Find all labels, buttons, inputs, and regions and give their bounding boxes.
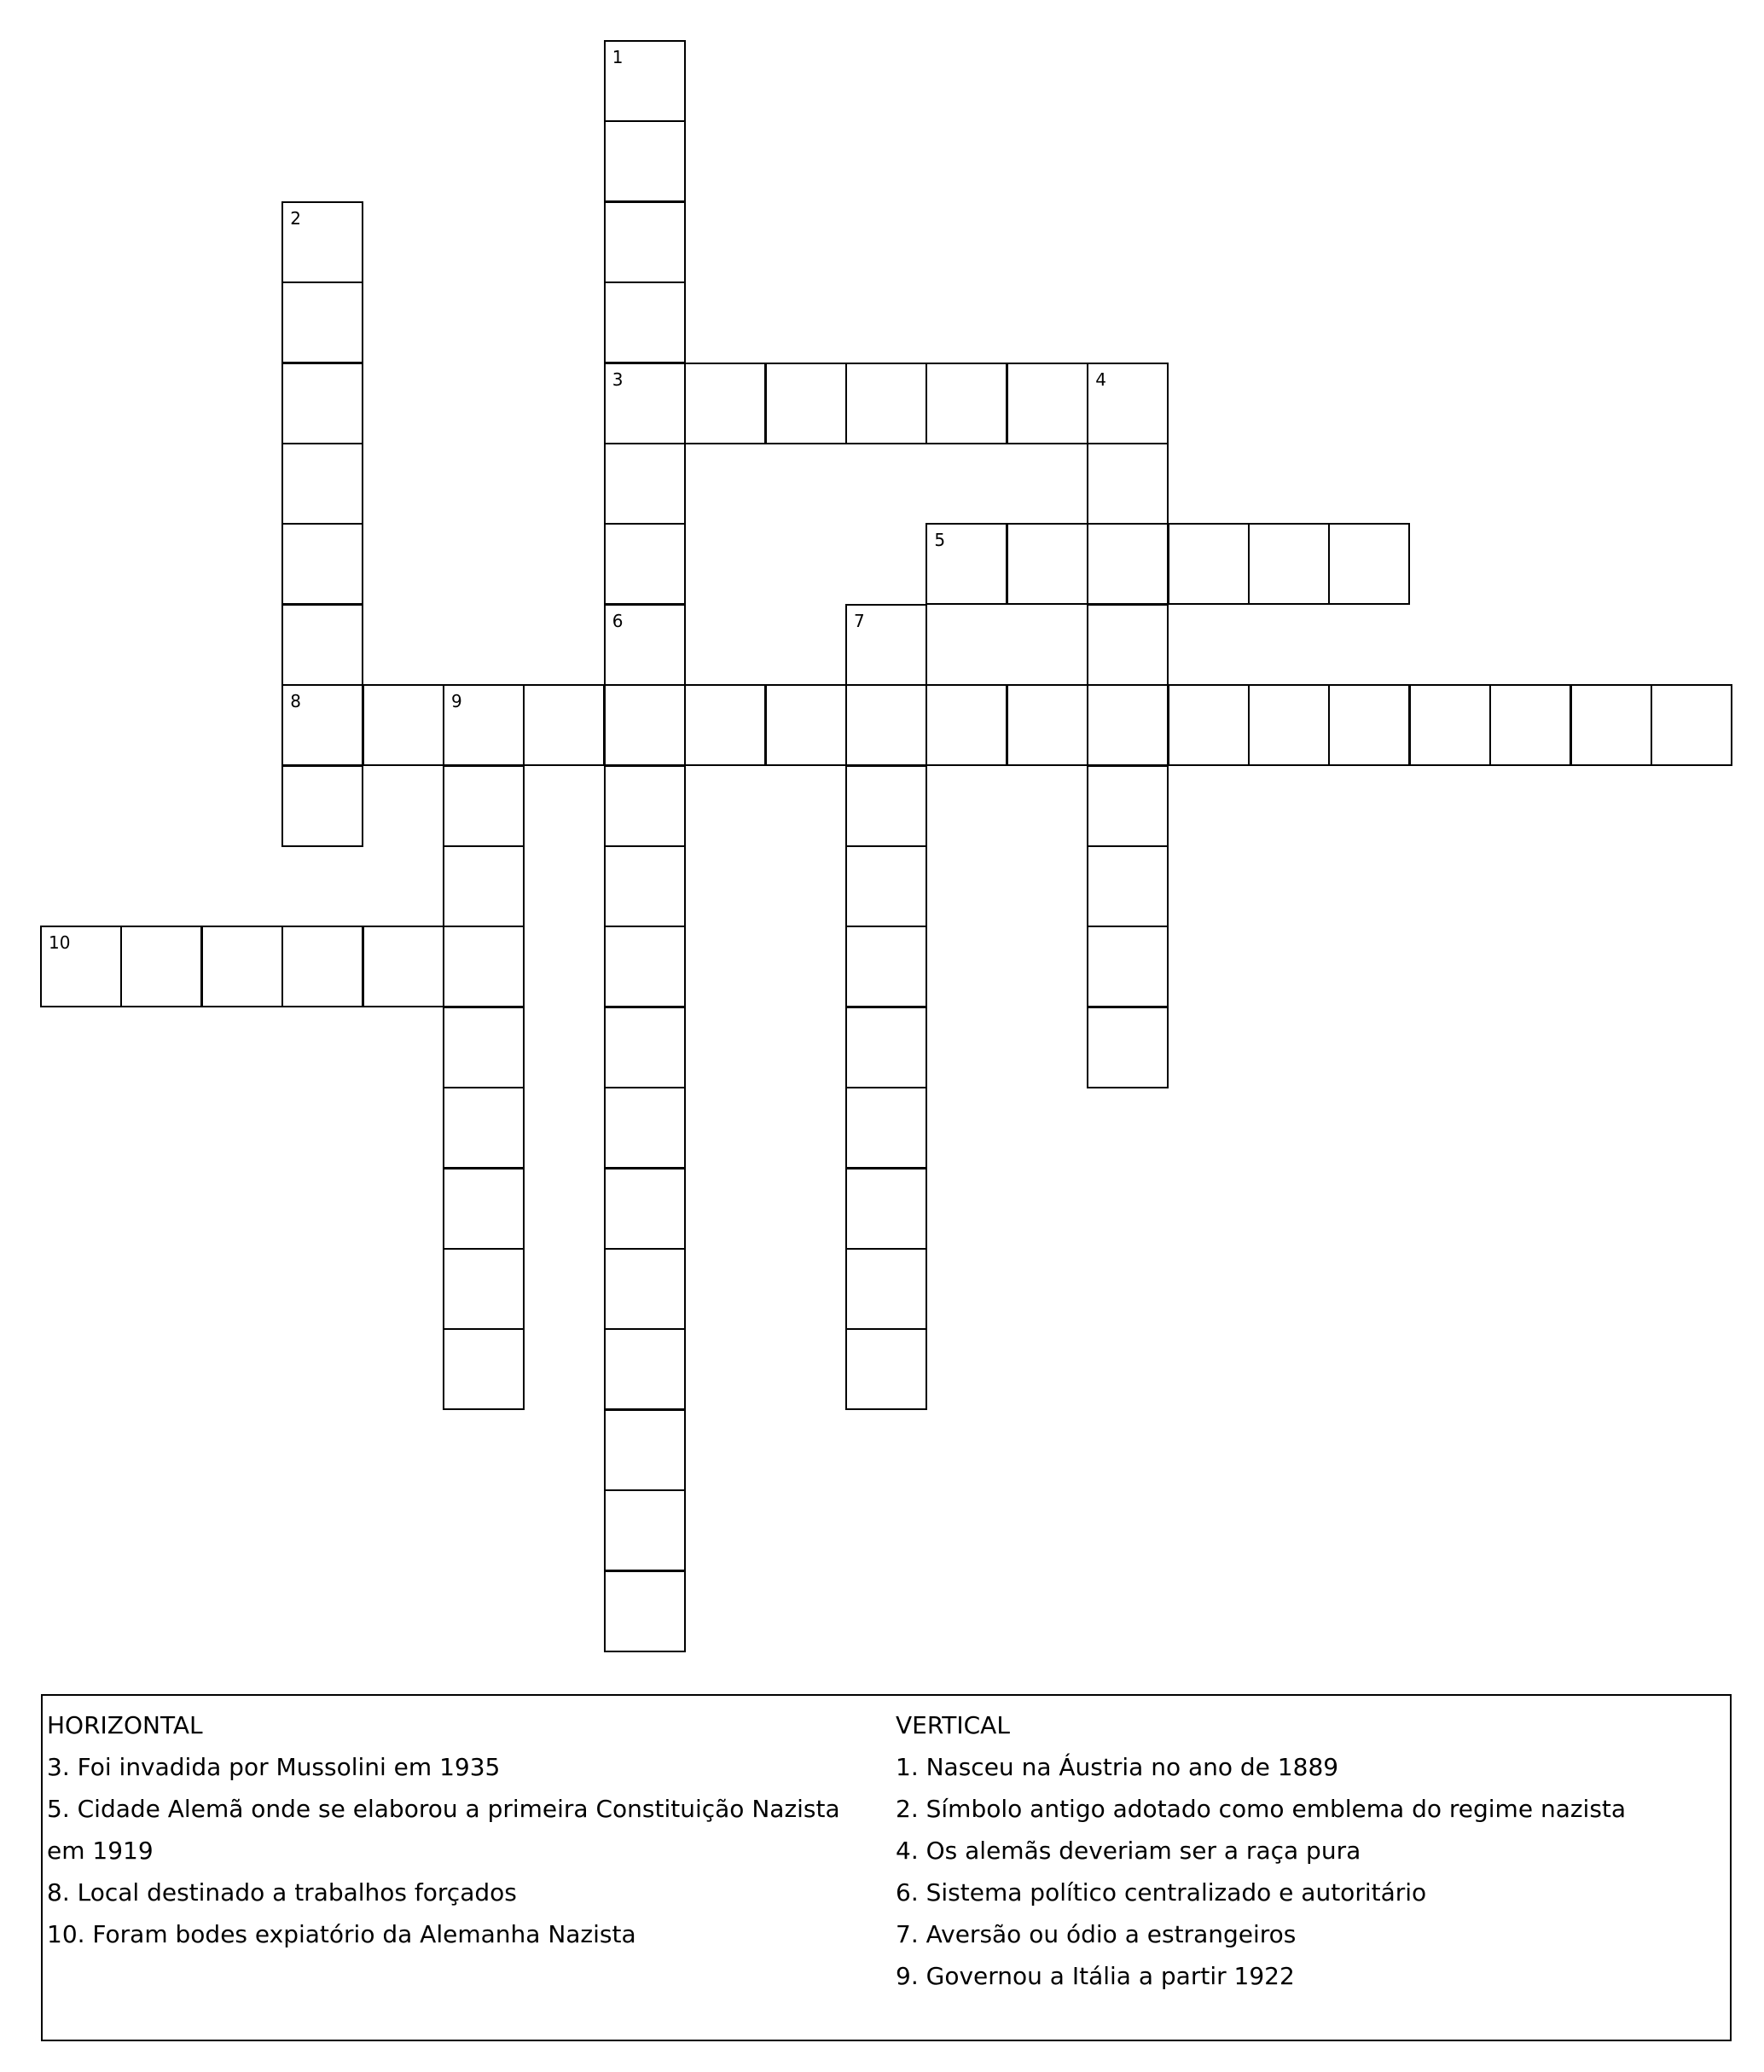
grid-cell[interactable]: [845, 363, 927, 444]
grid-cell[interactable]: [1007, 684, 1088, 766]
grid-cell[interactable]: [1651, 684, 1732, 766]
grid-cell[interactable]: [1087, 765, 1169, 847]
clue-vertical-4: 4. Os alemãs deveriam ser a raça pura: [896, 1837, 1361, 1865]
grid-cell[interactable]: [1328, 684, 1410, 766]
grid-cell[interactable]: [1087, 845, 1169, 927]
clue-number: 7: [854, 610, 865, 631]
grid-cell[interactable]: [604, 363, 686, 444]
grid-cell[interactable]: [1248, 684, 1330, 766]
clue-vertical-7: 7. Aversão ou ódio a estrangeiros: [896, 1920, 1297, 1948]
grid-cell[interactable]: [523, 684, 605, 766]
grid-cell[interactable]: [604, 1248, 686, 1330]
grid-cell[interactable]: [281, 765, 363, 847]
grid-cell[interactable]: [845, 604, 927, 686]
grid-cell[interactable]: [443, 1168, 525, 1250]
grid-cell[interactable]: [40, 926, 122, 1007]
grid-cell[interactable]: [281, 363, 363, 444]
grid-cell[interactable]: [604, 845, 686, 927]
clue-horizontal-10: 10. Foram bodes expiatório da Alemanha Nazista: [47, 1920, 636, 1948]
clue-box: [41, 1694, 1732, 2041]
clue-number: 5: [934, 530, 946, 551]
grid-cell[interactable]: [1570, 684, 1652, 766]
grid-cell[interactable]: [684, 684, 766, 766]
grid-cell[interactable]: [604, 120, 686, 202]
grid-cell[interactable]: [604, 1087, 686, 1169]
grid-cell[interactable]: [120, 926, 202, 1007]
clue-number: 6: [612, 610, 624, 631]
grid-cell[interactable]: [926, 684, 1007, 766]
grid-cell[interactable]: [281, 684, 363, 766]
clue-vertical-6: 6. Sistema político centralizado e autoritário: [896, 1878, 1427, 1907]
grid-cell[interactable]: [281, 523, 363, 605]
grid-cell[interactable]: [604, 1168, 686, 1250]
grid-cell[interactable]: [1087, 684, 1169, 766]
grid-cell[interactable]: [443, 845, 525, 927]
grid-cell[interactable]: [1087, 443, 1169, 525]
grid-cell[interactable]: [604, 1570, 686, 1652]
horizontal-clues: [47, 1704, 883, 1955]
grid-cell[interactable]: [281, 201, 363, 283]
grid-cell[interactable]: [1168, 523, 1250, 605]
grid-cell[interactable]: [1168, 684, 1250, 766]
grid-cell[interactable]: [1087, 604, 1169, 686]
grid-cell[interactable]: [604, 604, 686, 686]
grid-cell[interactable]: [684, 363, 766, 444]
clue-number: 3: [612, 369, 624, 390]
horizontal-heading: HORIZONTAL: [47, 1711, 203, 1739]
grid-cell[interactable]: [1087, 926, 1169, 1007]
grid-cell[interactable]: [443, 926, 525, 1007]
grid-cell[interactable]: [604, 926, 686, 1007]
grid-cell[interactable]: [443, 684, 525, 766]
grid-cell[interactable]: [443, 1328, 525, 1410]
clue-number: 4: [1095, 369, 1106, 390]
grid-cell[interactable]: [604, 765, 686, 847]
grid-cell[interactable]: [1248, 523, 1330, 605]
grid-cell[interactable]: [1007, 523, 1088, 605]
grid-cell[interactable]: [926, 363, 1007, 444]
grid-cell[interactable]: [443, 1007, 525, 1088]
grid-cell[interactable]: [604, 523, 686, 605]
grid-cell[interactable]: [1007, 363, 1088, 444]
vertical-heading: VERTICAL: [896, 1711, 1010, 1739]
grid-cell[interactable]: [604, 40, 686, 122]
grid-cell[interactable]: [926, 523, 1007, 605]
clue-number: 9: [451, 691, 462, 712]
vertical-clues: [896, 1704, 1723, 1997]
grid-cell[interactable]: [845, 1007, 927, 1088]
grid-cell[interactable]: [363, 926, 444, 1007]
grid-cell[interactable]: [845, 1168, 927, 1250]
grid-cell[interactable]: [604, 201, 686, 283]
grid-cell[interactable]: [1328, 523, 1410, 605]
grid-cell[interactable]: [845, 845, 927, 927]
grid-cell[interactable]: [845, 1248, 927, 1330]
grid-cell[interactable]: [281, 604, 363, 686]
clue-number: 2: [290, 207, 301, 229]
clue-number: 10: [49, 932, 71, 954]
clue-number: 8: [290, 691, 301, 712]
clue-horizontal-5: 5. Cidade Alemã onde se elaborou a primeira Constituição Nazista em 1919: [47, 1795, 840, 1865]
grid-cell[interactable]: [604, 684, 686, 766]
grid-cell[interactable]: [604, 1489, 686, 1571]
clue-vertical-9: 9. Governou a Itália a partir 1922: [896, 1962, 1295, 1990]
grid-cell[interactable]: [1087, 523, 1169, 605]
grid-cell[interactable]: [604, 1409, 686, 1491]
grid-cell[interactable]: [845, 1087, 927, 1169]
grid-cell[interactable]: [281, 926, 363, 1007]
grid-cell[interactable]: [201, 926, 283, 1007]
grid-cell[interactable]: [604, 1328, 686, 1410]
grid-cell[interactable]: [1409, 684, 1491, 766]
grid-cell[interactable]: [845, 684, 927, 766]
grid-cell[interactable]: [765, 363, 847, 444]
grid-cell[interactable]: [363, 684, 444, 766]
clue-horizontal-8: 8. Local destinado a trabalhos forçados: [47, 1878, 517, 1907]
grid-cell[interactable]: [845, 1328, 927, 1410]
clue-number: 1: [612, 47, 624, 67]
grid-cell[interactable]: [604, 1007, 686, 1088]
clue-vertical-2: 2. Símbolo antigo adotado como emblema do regime nazista: [896, 1795, 1627, 1823]
grid-cell[interactable]: [765, 684, 847, 766]
grid-cell[interactable]: [845, 926, 927, 1007]
grid-cell[interactable]: [845, 765, 927, 847]
clue-vertical-1: 1. Nasceu na Áustria no ano de 1889: [896, 1753, 1339, 1781]
grid-cell[interactable]: [1489, 684, 1571, 766]
grid-cell[interactable]: [443, 765, 525, 847]
grid-cell[interactable]: [281, 281, 363, 363]
grid-cell[interactable]: [1087, 1007, 1169, 1088]
clue-horizontal-3: 3. Foi invadida por Mussolini em 1935: [47, 1753, 501, 1781]
grid-cell[interactable]: [604, 281, 686, 363]
grid-cell[interactable]: [281, 443, 363, 525]
grid-cell[interactable]: [604, 443, 686, 525]
grid-cell[interactable]: [443, 1248, 525, 1330]
grid-cell[interactable]: [1087, 363, 1169, 444]
grid-cell[interactable]: [443, 1087, 525, 1169]
